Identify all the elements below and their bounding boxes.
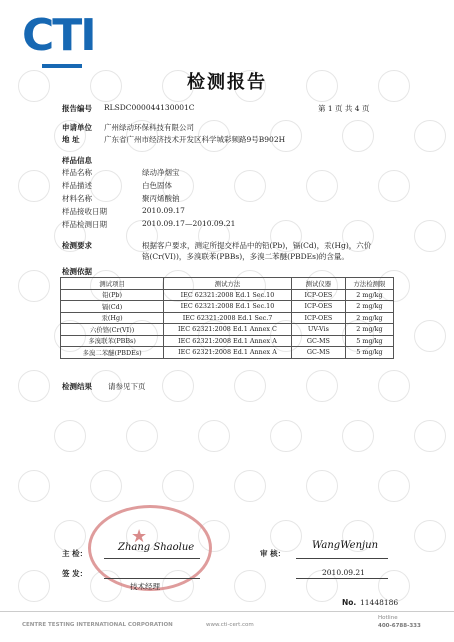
watermark-seal-icon bbox=[54, 420, 86, 452]
table-cell: ICP-OES bbox=[291, 301, 345, 313]
table-row bbox=[61, 289, 394, 301]
sample-field-value: 聚丙烯酸钠 bbox=[142, 194, 180, 203]
reviewer-signature: WangWenjun bbox=[312, 540, 379, 551]
table-cell: 5 mg/kg bbox=[345, 347, 393, 359]
watermark-seal-icon bbox=[234, 570, 266, 602]
table-cell: 镉(Cd) bbox=[61, 301, 164, 313]
watermark-seal-icon bbox=[234, 470, 266, 502]
issue-date: 2010.09.21 bbox=[322, 568, 365, 577]
table-cell: 多溴二苯醚(PBDEs) bbox=[61, 347, 164, 359]
sample-field-label: 样品接收日期 bbox=[62, 207, 107, 216]
reviewer-signature-line bbox=[296, 558, 388, 559]
requirement-label: 检测要求 bbox=[62, 241, 92, 250]
watermark-seal-icon bbox=[378, 170, 410, 202]
watermark-seal-icon bbox=[306, 170, 338, 202]
table-cell: ICP-OES bbox=[291, 312, 345, 324]
watermark-seal-icon bbox=[414, 220, 446, 252]
watermark-seal-icon bbox=[18, 570, 50, 602]
basis-label: 检测依据 bbox=[62, 267, 92, 276]
sample-field-value: 2010.09.17—2010.09.21 bbox=[142, 219, 236, 228]
watermark-seal-icon bbox=[378, 470, 410, 502]
footer-hotline: 400-6788-333 bbox=[378, 623, 421, 629]
reviewer-label: 审 核： bbox=[260, 549, 286, 558]
watermark-seal-icon bbox=[414, 320, 446, 352]
table-cell: IEC 62321:2008 Ed.1 Annex A bbox=[164, 347, 292, 359]
watermark-seal-icon bbox=[162, 470, 194, 502]
applicant-label: 申请单位 bbox=[62, 123, 92, 132]
test-method-table bbox=[60, 277, 394, 359]
footer-hotline-label: Hotline bbox=[378, 615, 398, 621]
watermark-seal-icon bbox=[306, 470, 338, 502]
sample-field-value: 2010.09.17 bbox=[142, 206, 185, 215]
table-header-row bbox=[61, 278, 394, 290]
result-label: 检测结果 bbox=[62, 382, 92, 391]
address-label: 地 址 bbox=[62, 135, 80, 144]
watermark-seal-icon bbox=[234, 170, 266, 202]
company-logo: CTI bbox=[22, 10, 95, 61]
table-row bbox=[61, 301, 394, 313]
watermark-seal-icon bbox=[270, 420, 302, 452]
report-no: RLSDC000044130001C bbox=[104, 103, 195, 112]
watermark-seal-icon bbox=[162, 370, 194, 402]
table-row bbox=[61, 312, 394, 324]
table-row bbox=[61, 324, 394, 336]
sample-info-label: 样品信息 bbox=[62, 156, 92, 165]
sample-field-label: 样品名称 bbox=[62, 168, 92, 177]
watermark-seal-icon bbox=[306, 370, 338, 402]
footer-website: www.cti-cert.com bbox=[206, 622, 254, 628]
table-cell: IEC 62321:2008 Ed.1 Sec.10 bbox=[164, 301, 292, 313]
issue-date-line bbox=[296, 578, 388, 579]
table-cell: IEC 62321:2008 Ed.1 Sec.10 bbox=[164, 289, 292, 301]
address-value: 广东省广州市经济技术开发区科学城彩频路9号B902H bbox=[104, 135, 286, 144]
main-signature-line bbox=[104, 558, 200, 559]
table-cell: 汞(Hg) bbox=[61, 312, 164, 324]
table-row bbox=[61, 347, 394, 359]
watermark-seal-icon bbox=[414, 120, 446, 152]
requirement-line-2: 铬(Cr(VI))，多溴联苯(PBBs)，多溴二苯醚(PBDEs)的含量。 bbox=[142, 252, 349, 261]
watermark-seal-icon bbox=[18, 170, 50, 202]
watermark-seal-icon bbox=[414, 420, 446, 452]
table-cell: 2 mg/kg bbox=[345, 289, 393, 301]
table-cell: 2 mg/kg bbox=[345, 301, 393, 313]
watermark-seal-icon bbox=[234, 370, 266, 402]
main-inspector-label: 主 检： bbox=[62, 549, 88, 558]
sample-field-value: 白色固体 bbox=[142, 181, 172, 190]
watermark-seal-icon bbox=[198, 420, 230, 452]
watermark-seal-icon bbox=[90, 170, 122, 202]
header-item: 测试项目 bbox=[61, 278, 164, 290]
table-cell: 多溴联苯(PBBs) bbox=[61, 335, 164, 347]
watermark-seal-icon bbox=[342, 420, 374, 452]
watermark-seal-icon bbox=[90, 470, 122, 502]
table-cell: UV-Vis bbox=[291, 324, 345, 336]
table-cell: ICP-OES bbox=[291, 289, 345, 301]
table-cell: 5 mg/kg bbox=[345, 335, 393, 347]
main-inspector-signature: Zhang Shaolue bbox=[118, 542, 195, 553]
page-info: 第 1 页 共 4 页 bbox=[318, 104, 370, 113]
table-cell: IEC 62321:2008 Ed.1 Annex A bbox=[164, 335, 292, 347]
sample-field-label: 样品描述 bbox=[62, 181, 92, 190]
header-limit: 方法检测限 bbox=[345, 278, 393, 290]
watermark-seal-icon bbox=[126, 420, 158, 452]
report-number: 11448186 bbox=[360, 598, 399, 607]
result-text: 请参见下页 bbox=[108, 382, 146, 391]
table-cell: GC-MS bbox=[291, 335, 345, 347]
sample-field-label: 样品检测日期 bbox=[62, 220, 107, 229]
sample-field-value: 绿动净烟宝 bbox=[142, 168, 180, 177]
table-cell: IEC 62321:2008 Ed.1 Annex C bbox=[164, 324, 292, 336]
header-method: 测试方法 bbox=[164, 278, 292, 290]
watermark-seal-icon bbox=[414, 520, 446, 552]
table-cell: 2 mg/kg bbox=[345, 324, 393, 336]
watermark-seal-icon bbox=[18, 270, 50, 302]
table-row bbox=[61, 335, 394, 347]
report-number-label: No. bbox=[342, 598, 357, 607]
watermark-seal-icon bbox=[342, 120, 374, 152]
table-cell: GC-MS bbox=[291, 347, 345, 359]
applicant-value: 广州绿动环保科技有限公司 bbox=[104, 123, 194, 132]
footer-company: CENTRE TESTING INTERNATIONAL CORPORATION bbox=[22, 622, 173, 628]
table-cell: IEC 62321:2008 Ed.1 Sec.7 bbox=[164, 312, 292, 324]
issuer-title: 技术经理 bbox=[130, 582, 160, 591]
report-no-label: 报告编号 bbox=[62, 104, 92, 113]
watermark-seal-icon bbox=[18, 470, 50, 502]
watermark-seal-icon bbox=[18, 370, 50, 402]
watermark-seal-icon bbox=[378, 370, 410, 402]
table-cell: 铅(Pb) bbox=[61, 289, 164, 301]
requirement-line-1: 根据客户要求，测定所提交样品中的铅(Pb)，镉(Cd)，汞(Hg)，六价 bbox=[142, 241, 372, 250]
report-title: 检测报告 bbox=[187, 72, 267, 93]
issuer-signature-line bbox=[104, 578, 200, 579]
stamp-star-icon: ★ bbox=[131, 526, 148, 547]
sample-field-label: 材料名称 bbox=[62, 194, 92, 203]
header-instrument: 测试仪器 bbox=[291, 278, 345, 290]
table-cell: 六价铬(Cr(VI)) bbox=[61, 324, 164, 336]
issuer-label: 签 发： bbox=[62, 569, 88, 578]
table-cell: 2 mg/kg bbox=[345, 312, 393, 324]
